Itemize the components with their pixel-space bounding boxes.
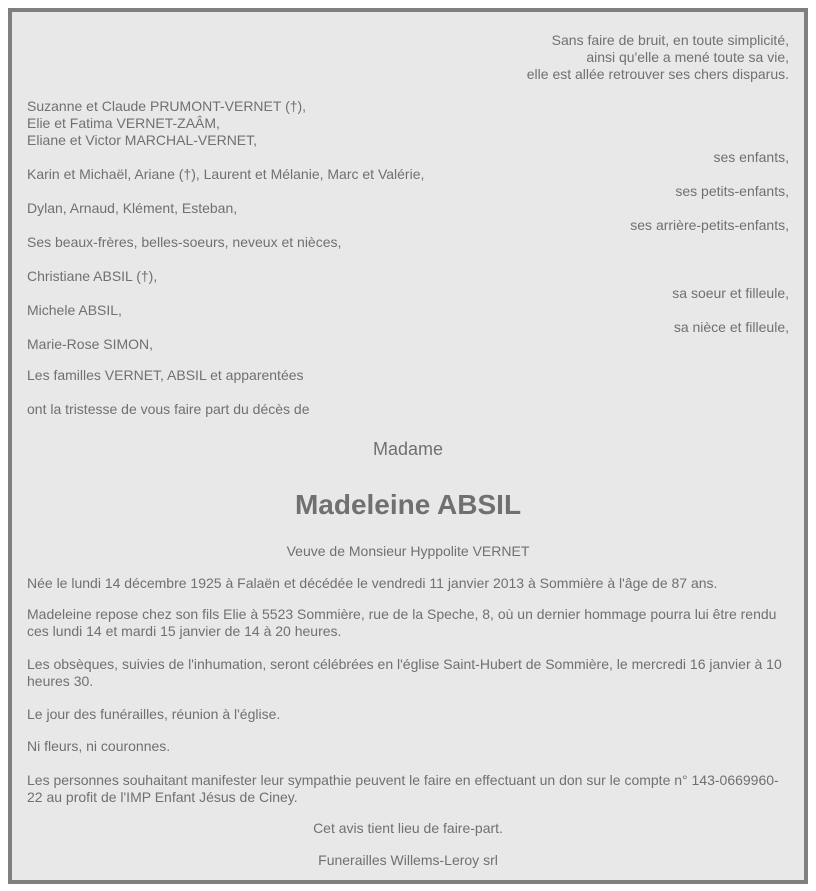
sister-role: sa soeur et filleule, [672,285,789,301]
announcement: ont la tristesse de vous faire part du décès de [27,401,310,417]
epigraph-line-3: elle est allée retrouver ses chers disparus. [526,66,789,82]
birth-death: Née le lundi 14 décembre 1925 à Falaën et décédée le vendredi 11 janvier 2013 à Sommière à l'âge de 87 ans. [27,575,718,591]
children-role: ses enfants, [713,149,789,165]
families: Les familles VERNET, ABSIL et apparentées [27,367,304,383]
repose: Madeleine repose chez son fils Elie à 5523 Sommière, rue de la Speche, 8, où un dernier hommage pourra lui être rendu ces lundi 14 et mardi 15 janvier de 14 à 20 heures. [27,606,777,639]
children-line-1: Suzanne et Claude PRUMONT-VERNET (†), [27,98,307,114]
donation: Les personnes souhaitant manifester leur sympathie peuvent le faire en effectuant un don sur le compte n° 143-0669960-22 au profit de l'IMP Enfant Jésus de Ciney. [27,772,779,805]
grandchildren-role: ses petits-enfants, [675,183,789,199]
deceased-name: Madeleine ABSIL [294,489,522,520]
children-line-2: Elie et Fatima VERNET-ZAÂM, [27,115,220,131]
in-laws: Ses beaux-frères, belles-soeurs, neveux et nièces, [27,234,342,250]
niece-role: sa nièce et filleule, [673,319,789,335]
widow-of: Veuve de Monsieur Hyppolite VERNET [286,543,530,559]
meeting: Le jour des funérailles, réunion à l'église. [27,706,281,722]
funeral: Les obsèques, suivies de l'inhumation, seront célébrées en l'église Saint-Hubert de Sommière, le mercredi 16 janvier à 10 heures 30. [27,656,782,689]
no-flowers: Ni fleurs, ni couronnes. [27,738,171,754]
notice: Cet avis tient lieu de faire-part. [313,820,503,836]
great-grandchildren: Dylan, Arnaud, Klément, Esteban, [27,200,238,216]
sister: Christiane ABSIL (†), [27,268,158,284]
obituary-card [8,8,808,884]
funeral-home: Funerailles Willems-Leroy srl [318,852,498,868]
children-line-3: Eliane et Victor MARCHAL-VERNET, [27,132,258,148]
epigraph-line-1: Sans faire de bruit, en toute simplicité, [551,32,789,48]
epigraph-line-2: ainsi qu'elle a mené toute sa vie, [586,49,789,65]
other-relative: Marie-Rose SIMON, [27,336,154,352]
great-grandchildren-role: ses arrière-petits-enfants, [630,217,789,233]
deceased-title: Madame [372,439,444,459]
niece: Michele ABSIL, [27,302,122,318]
grandchildren: Karin et Michaël, Ariane (†), Laurent et Mélanie, Marc et Valérie, [27,166,425,182]
